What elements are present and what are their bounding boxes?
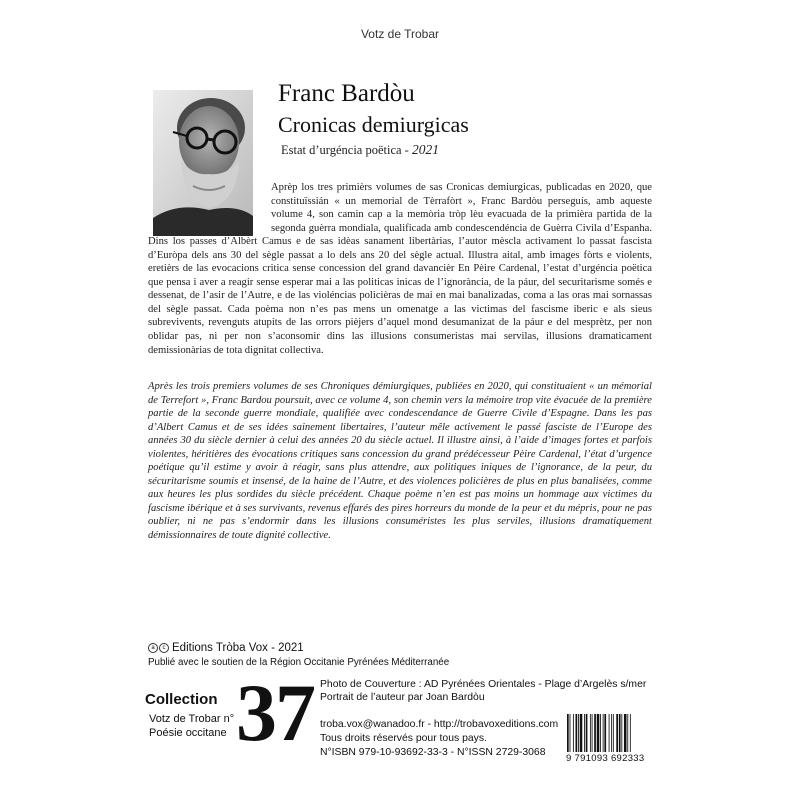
barcode-bar <box>600 714 601 752</box>
barcode-bar <box>570 714 571 752</box>
barcode-bar <box>592 714 593 752</box>
support-line: Publié avec le soutien de la Région Occitanie Pyrénées Méditerranée <box>148 657 450 668</box>
barcode-bar <box>609 714 610 752</box>
portrait-credit: Portrait de l’auteur par Joan Bardòu <box>320 692 485 703</box>
isbn-line: N°ISBN 979-10-93692-33-3 - N°ISSN 2729-3068 <box>320 747 546 758</box>
barcode-bars <box>565 712 665 752</box>
barcode-bar <box>621 714 622 752</box>
rights-line: Tous droits réservés pour tous pays. <box>320 733 487 744</box>
photo-credit: Photo de Couverture : AD Pyrénées Orientales - Plage d’Argelès s/mer <box>320 679 647 690</box>
barcode-bar <box>586 714 588 752</box>
barcode-bar <box>630 714 631 752</box>
cc-license-icon <box>148 643 169 653</box>
collection-label: Collection <box>145 691 218 708</box>
series-header: Votz de Trobar <box>360 27 440 41</box>
barcode-bar <box>611 714 612 752</box>
barcode-bar <box>594 714 596 752</box>
barcode-bar <box>619 714 621 752</box>
occitan-blurb <box>148 181 652 357</box>
cc-mark-c: c <box>159 643 169 653</box>
barcode-bar <box>616 714 618 752</box>
subtitle-year: 2021 <box>411 142 439 157</box>
barcode-digits: 9 791093 692333 <box>566 753 645 764</box>
barcode-bar <box>567 714 569 752</box>
publisher-line <box>148 642 304 654</box>
barcode-bar <box>590 714 591 752</box>
barcode-bar <box>576 714 578 752</box>
barcode-bar <box>580 714 583 752</box>
barcode-bar <box>584 714 585 752</box>
barcode-bar <box>578 714 579 752</box>
contact-line: troba.vox@wanadoo.fr - http://trobavoxeditions.com <box>320 719 559 730</box>
collection-number: 37 <box>236 667 314 758</box>
subtitle-text: Estat d’urgéncia poëtica - <box>281 143 412 157</box>
barcode-bar <box>627 714 628 752</box>
barcode-bar <box>613 714 614 752</box>
occitan-blurb-text: Aprèp los tres primièrs volumes de sas Cronicas demiurgicas, publicadas en 2020, que constituïssián « un memorial de Tèrrafòrt », Franc Bardòu perseguís, amb aqueste volume 4, son camin cap a la memòria tròp lèu evacuada de la primièra partida de la segonda guèrra mondiala, qualificada amb condescendéncia de Guèrra Civila d’Espanha. Dins los passes d’Albèrt Camus e de sas idèas sanament libertàrias, l’autor mèscla activament lo passat fascista d’Euròpa dels ans 30 del sègle passat a lo dels ans 20 del sègle actual. Illustra aital, amb images fòrts e violents, eretièrs de las evocacions critica sense concession del grand davancièr En Pèire Cardenal, l’estat d’urgéncia poëtica que pensa i aver a reagir sense esperar mai a las politicas inicas de l’ignorància, de la páur, del securitarisme somés e dessenat, de l’asir de l’Autre, e de las violéncias policièras de mai en mai banalizadas, coma a las oras mai sornassas del sègle passat. Cada poèma non n’es pas mens un omenatge a las victimas del fascisme iberic e als sieus subrevivents, revenguts atupits de las orrors pièjers d’aquel mond desumanizat de la páur e del mesprètz, per non oblidar pas, ni per non s’aconsomir dins las illusions consumeristas mai servilas, illusions dramaticament demissionàrias de tota dignitat collectiva. <box>148 182 652 356</box>
photo-float-spacer <box>148 181 271 235</box>
barcode-bar <box>603 714 604 752</box>
barcode-bar <box>604 714 606 752</box>
book-title: Cronicas demiurgicas <box>278 112 469 137</box>
book-subtitle <box>281 142 439 158</box>
publisher-name: Editions Tròba Vox - 2021 <box>172 642 304 654</box>
collection-genre: Poésie occitane <box>149 727 227 739</box>
french-blurb: Après les trois premiers volumes de ses Chroniques démiurgiques, publiées en 2020, qui constituaient « un mémorial de Terrefort », Franc Bardou poursuit, avec ce volume 4, son chemin vers la mémoire trop vite évacuée de la première partie de la seconde guerre mondiale, qualifiée avec condescendance de Guerre Civile d’Espagne. Dans les pas d’Albert Camus et de ses idées sainement libertaires, l’auteur mêle activement le passé fasciste de l’Europe des années 30 du siècle dernier à celui des années 20 du siècle actuel. Il illustre ainsi, à l’aide d’images fortes et parfois violentes, héritières des évocations critiques sans concession du grand prédécesseur Pèire Cardenal, l’état d’urgence poétique qu’il estime y avoir à réagir, sans plus attendre, aux politiques iniques de l’ignorance, de la peur, du sécuritarisme soumis et insensé, de la haine de l’Autre, et des violences policières de plus en plus banalisées, comme aux heures les plus sordides du siècle précédent. Chaque poème n’en est pas moins un hommage aux victimes du fascisme ibérique et à ses survivants, revenus effarés des pires horreurs du monde de la peur et du mépris, pour ne pas oublier, ni ne pas s’endormir dans les illusions consuméristes les plus serviles, illusions dramatiquement démissionnaires de toute dignité collective. <box>148 381 652 542</box>
barcode-bar <box>573 714 574 752</box>
barcode-bar <box>624 714 627 752</box>
author-name: Franc Bardòu <box>278 80 415 107</box>
cc-mark-a: a <box>148 643 158 653</box>
barcode-bar <box>597 714 600 752</box>
collection-series: Votz de Trobar n° <box>149 713 235 725</box>
